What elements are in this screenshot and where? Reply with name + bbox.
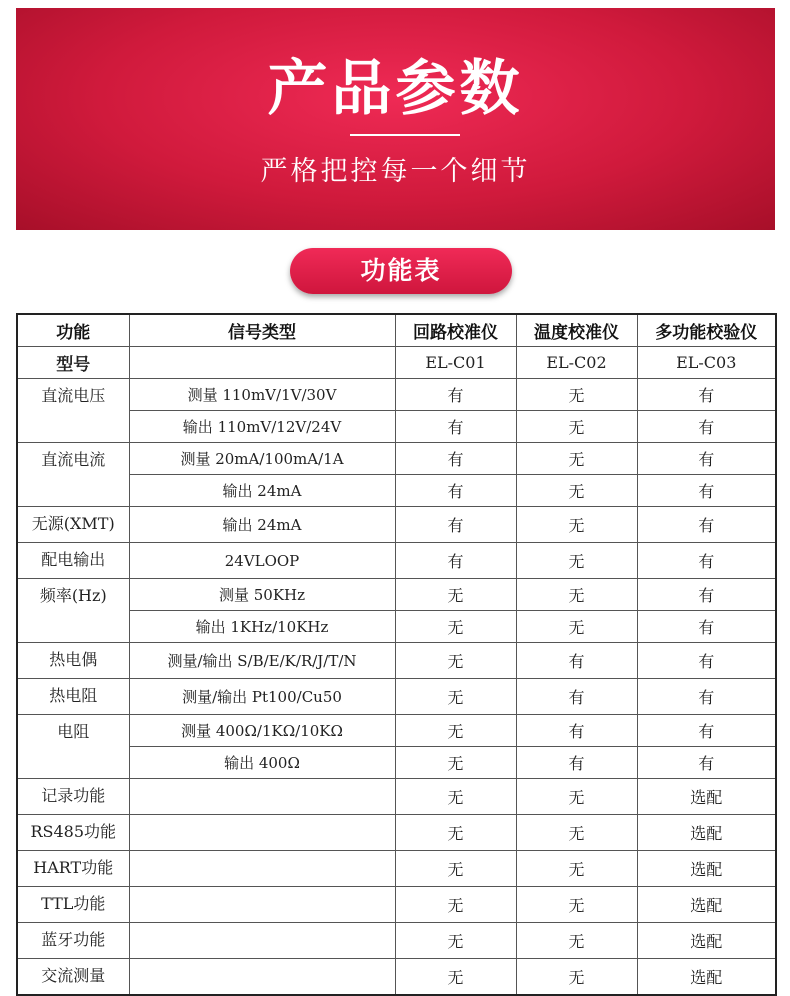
function-label: 直流电压 [17, 379, 129, 443]
availability-cell: 选配 [637, 851, 776, 887]
signal-type-cell: 测量/输出 S/B/E/K/R/J/T/N [129, 643, 395, 679]
availability-cell: 无 [516, 851, 637, 887]
banner-divider [350, 134, 460, 136]
banner-title: 产品参数 [267, 54, 524, 124]
signal-type-cell [129, 887, 395, 923]
signal-type-cell: 输出 110mV/12V/24V [129, 411, 395, 443]
function-label: 直流电流 [17, 443, 129, 507]
function-table [16, 313, 777, 996]
signal-type-cell [129, 923, 395, 959]
table-row [17, 611, 776, 643]
availability-cell: 选配 [637, 887, 776, 923]
availability-cell: 有 [395, 411, 516, 443]
availability-cell: 无 [395, 851, 516, 887]
table-row [17, 815, 776, 851]
availability-cell: 无 [395, 715, 516, 747]
availability-cell: 无 [516, 779, 637, 815]
availability-cell: 无 [395, 747, 516, 779]
availability-cell: 选配 [637, 815, 776, 851]
availability-cell: 有 [637, 643, 776, 679]
availability-cell: 无 [395, 959, 516, 996]
availability-cell: 无 [516, 543, 637, 579]
function-label: 配电输出 [17, 543, 129, 579]
availability-cell: 无 [516, 443, 637, 475]
function-label: 频率(Hz) [17, 579, 129, 643]
availability-cell: 有 [637, 679, 776, 715]
availability-cell: 有 [516, 643, 637, 679]
signal-type-cell: 测量 110mV/1V/30V [129, 379, 395, 411]
availability-cell: 无 [395, 887, 516, 923]
table-row [17, 543, 776, 579]
header-cell: 温度校准仪 [516, 314, 637, 347]
signal-type-cell [129, 959, 395, 996]
availability-cell: 有 [637, 379, 776, 411]
availability-cell: 有 [516, 747, 637, 779]
availability-cell: 有 [637, 507, 776, 543]
signal-type-cell: 输出 1KHz/10KHz [129, 611, 395, 643]
table-row [17, 679, 776, 715]
table-row [17, 959, 776, 996]
table-row [17, 923, 776, 959]
availability-cell: 无 [516, 887, 637, 923]
header-cell: 功能 [17, 314, 129, 347]
function-label: HART功能 [17, 851, 129, 887]
availability-cell: 选配 [637, 959, 776, 996]
availability-cell: 无 [516, 815, 637, 851]
table-row [17, 443, 776, 475]
table-header-row [17, 314, 776, 347]
availability-cell: 无 [516, 379, 637, 411]
header-cell: 信号类型 [129, 314, 395, 347]
model-cell: EL-C02 [516, 347, 637, 379]
availability-cell: 无 [516, 923, 637, 959]
availability-cell: 有 [395, 543, 516, 579]
table-row [17, 851, 776, 887]
availability-cell: 有 [395, 475, 516, 507]
signal-type-cell: 输出 24mA [129, 475, 395, 507]
availability-cell: 选配 [637, 923, 776, 959]
signal-type-cell [129, 815, 395, 851]
function-label: 记录功能 [17, 779, 129, 815]
table-row [17, 747, 776, 779]
availability-cell: 有 [516, 715, 637, 747]
availability-cell: 无 [395, 815, 516, 851]
model-row [17, 347, 776, 379]
model-cell: EL-C03 [637, 347, 776, 379]
availability-cell: 有 [637, 747, 776, 779]
availability-cell: 无 [395, 779, 516, 815]
function-label: RS485功能 [17, 815, 129, 851]
header-cell: 回路校准仪 [395, 314, 516, 347]
table-row [17, 643, 776, 679]
function-label: 无源(XMT) [17, 507, 129, 543]
signal-type-cell: 测量 20mA/100mA/1A [129, 443, 395, 475]
availability-cell: 有 [516, 679, 637, 715]
table-row [17, 779, 776, 815]
signal-type-cell: 测量 50KHz [129, 579, 395, 611]
signal-type-cell: 测量/输出 Pt100/Cu50 [129, 679, 395, 715]
table-row [17, 411, 776, 443]
signal-type-cell: 输出 24mA [129, 507, 395, 543]
availability-cell: 有 [637, 475, 776, 507]
model-cell: EL-C01 [395, 347, 516, 379]
table-row [17, 475, 776, 507]
signal-type-cell: 输出 400Ω [129, 747, 395, 779]
availability-cell: 无 [516, 611, 637, 643]
availability-cell: 有 [637, 543, 776, 579]
model-signal-cell [129, 347, 395, 379]
table-row [17, 715, 776, 747]
banner-subtitle: 严格把控每一个细节 [260, 156, 531, 187]
availability-cell: 无 [395, 643, 516, 679]
availability-cell: 有 [395, 379, 516, 411]
function-label: 热电阻 [17, 679, 129, 715]
availability-cell: 有 [637, 611, 776, 643]
signal-type-cell: 测量 400Ω/1KΩ/10KΩ [129, 715, 395, 747]
header-cell: 多功能校验仪 [637, 314, 776, 347]
availability-cell: 选配 [637, 779, 776, 815]
table-row [17, 507, 776, 543]
availability-cell: 无 [516, 959, 637, 996]
table-row [17, 887, 776, 923]
availability-cell: 有 [637, 715, 776, 747]
availability-cell: 有 [637, 443, 776, 475]
signal-type-cell [129, 851, 395, 887]
signal-type-cell: 24VLOOP [129, 543, 395, 579]
availability-cell: 无 [395, 579, 516, 611]
header-banner [16, 8, 775, 230]
availability-cell: 有 [637, 411, 776, 443]
function-label: 交流测量 [17, 959, 129, 996]
function-label: 热电偶 [17, 643, 129, 679]
table-row [17, 579, 776, 611]
model-label: 型号 [17, 347, 129, 379]
availability-cell: 无 [395, 611, 516, 643]
availability-cell: 有 [395, 443, 516, 475]
availability-cell: 有 [637, 579, 776, 611]
function-label: 蓝牙功能 [17, 923, 129, 959]
section-title-badge: 功能表 [290, 248, 512, 294]
availability-cell: 无 [516, 579, 637, 611]
availability-cell: 有 [395, 507, 516, 543]
availability-cell: 无 [516, 411, 637, 443]
availability-cell: 无 [516, 507, 637, 543]
availability-cell: 无 [516, 475, 637, 507]
availability-cell: 无 [395, 679, 516, 715]
availability-cell: 无 [395, 923, 516, 959]
function-label: 电阻 [17, 715, 129, 779]
function-label: TTL功能 [17, 887, 129, 923]
signal-type-cell [129, 779, 395, 815]
table-row [17, 379, 776, 411]
